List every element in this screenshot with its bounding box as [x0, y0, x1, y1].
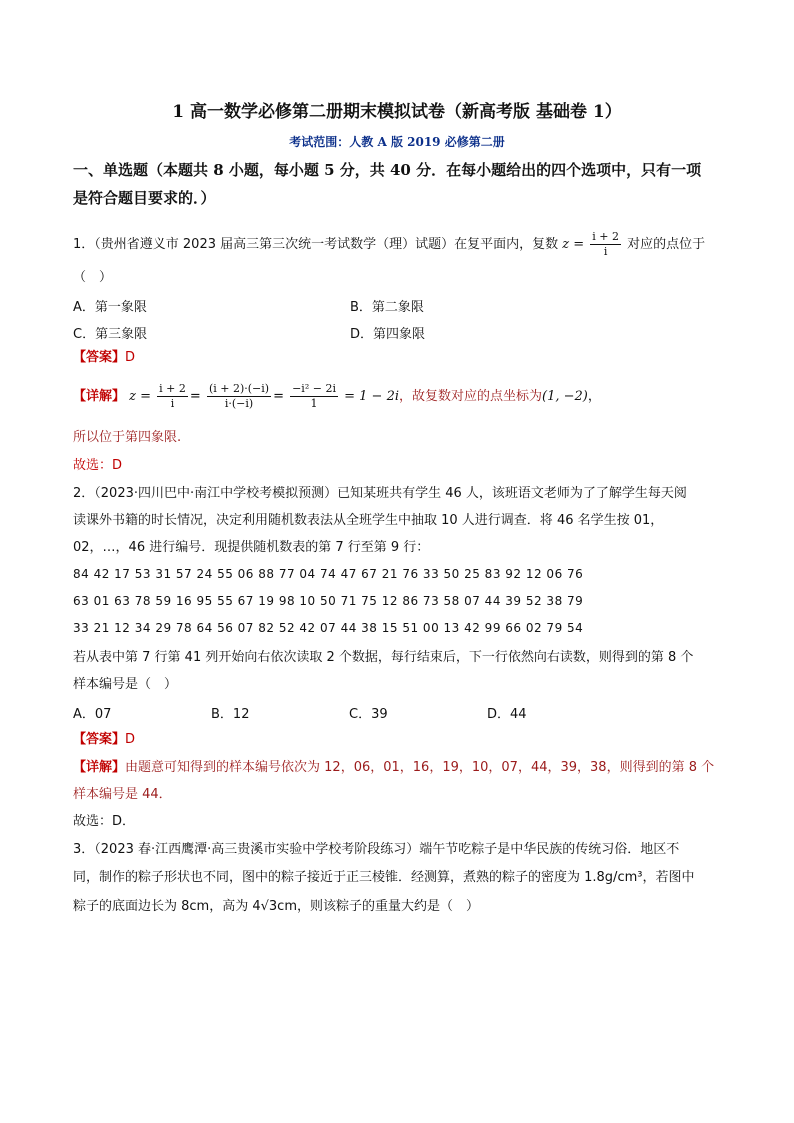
question-1-stem-tail: 对应的点位于	[627, 237, 706, 252]
question-2-line4: 若从表中第 7 行第 41 列开始向右依次读取 2 个数据，每行结束后，下一行依然向右读数，则得到的第 8 个	[73, 650, 694, 665]
answer-value: D	[125, 350, 136, 365]
fraction-denominator: i	[603, 245, 608, 258]
question-2-line2: 读课外书籍的时长情况，决定利用随机数表法从全班学生中抽取 10 人进行调查．将 46 名学生按 01，	[73, 513, 664, 528]
detail-label: 【详解】	[73, 389, 126, 404]
question-1-stem-text: 1．（贵州省遵义市 2023 届高三第三次统一考试数学（理）试题）在复平面内，复数	[73, 237, 559, 252]
random-table-row-8: 63 01 63 78 59 16 95 55 67 19 98 10 50 71 75 12 86 73 58 07 44 39 52 38 79	[73, 594, 584, 608]
question-2-option-d: D．44	[487, 707, 527, 722]
section-heading-line1: 一、单选题（本题共 8 小题，每小题 5 分，共 40 分．在每小题给出的四个选项中，只有一项	[73, 161, 702, 179]
question-2-answer	[73, 730, 135, 750]
fraction-denominator: i·(−i)	[224, 397, 254, 410]
question-2-option-a: A．07	[73, 707, 112, 722]
question-1-fraction	[590, 230, 621, 259]
detail-text: ，故复数对应的点坐标为	[399, 389, 543, 404]
question-1-option-d: D．第四象限	[350, 327, 426, 342]
page-title: 1 高一数学必修第二册期末模拟试卷（新高考版 基础卷 1）	[172, 102, 622, 122]
question-1-answer	[73, 348, 135, 368]
detail-end: ，	[587, 389, 601, 404]
fraction-numerator: i + 2	[159, 382, 186, 395]
question-2-line3: 02，…，46 进行编号．现提供随机数表的第 7 行至第 9 行：	[73, 540, 430, 555]
answer-value: D	[125, 732, 136, 747]
question-1-stem	[73, 230, 705, 259]
answer-label: 【答案】	[73, 350, 126, 365]
question-2-line1: 2．（2023·四川巴中·南江中学校考模拟预测）已知某班共有学生 46 人，该班语文老师为了了解学生每天阅	[73, 486, 687, 501]
question-3-line1: 3．（2023 春·江西鹰潭·高三贵溪市实验中学校考阶段练习）端午节吃粽子是中华民族的传统习俗．地区不	[73, 842, 680, 857]
question-2-option-c: C．39	[349, 707, 388, 722]
question-2-detail	[73, 758, 714, 778]
detail-point: (1, −2)	[542, 389, 588, 404]
question-1-choose	[73, 456, 122, 476]
question-1-paren: （ ）	[73, 270, 113, 285]
fraction-denominator: 1	[310, 397, 318, 410]
fraction-numerator: −i² − 2i	[292, 382, 336, 395]
random-table-row-7: 84 42 17 53 31 57 24 55 06 88 77 04 74 47 67 21 76 33 50 25 83 92 12 06 76	[73, 567, 584, 581]
section-heading-line2: 是符合题目要求的．）	[73, 189, 216, 207]
random-table-row-9: 33 21 12 34 29 78 64 56 07 82 52 42 07 44 38 15 51 00 13 42 99 66 02 79 54	[73, 621, 584, 635]
answer-label: 【答案】	[73, 732, 126, 747]
question-3-line3: 粽子的底面边长为 8cm，高为 4√3cm，则该粽子的重量大约是（ ）	[73, 899, 479, 914]
question-1-option-c: C．第三象限	[73, 327, 148, 342]
question-3-line2: 同，制作的粽子形状也不同，图中的粽子接近于正三棱锥．经测算，煮熟的粽子的密度为 1.8g/cm³，若图中	[73, 870, 695, 885]
question-1-option-b: B．第二象限	[350, 300, 424, 315]
fraction-numerator: i + 2	[592, 230, 620, 243]
detail-label: 【详解】	[73, 760, 126, 775]
question-2-line5: 样本编号是（ ）	[73, 677, 178, 692]
detail-text: 由题意可知得到的样本编号依次为 12，06，01，16，19，10，07，44，39，38，则得到的第 8 个	[125, 760, 715, 775]
question-2-choose: 故选：D．	[73, 814, 136, 829]
question-2-option-b: B．12	[211, 707, 250, 722]
question-1-z: z =	[562, 237, 585, 252]
question-1-detail: 【详解】 z = $\frac{i + 2}{i}$ = $\frac{(i + 2)\cdot(-i)}{i\cdot(-i)}$ = $\frac{\text{−i² − 2i}}{1}$ = 1 − 2i，故复数对应的点坐标为(1, −2)，	[73, 382, 601, 410]
detail-z: z =	[129, 389, 152, 404]
question-1-detail-line2: 所以位于第四象限.	[73, 430, 182, 445]
detail-result: = 1 − 2i	[344, 389, 399, 404]
question-1-option-a: A．第一象限	[73, 300, 147, 315]
question-2-detail-line2: 样本编号是 44．	[73, 787, 172, 802]
detail-fraction-1	[157, 382, 188, 411]
choose-text: 故选：D	[73, 458, 123, 473]
fraction-denominator: i	[170, 397, 175, 410]
fraction-numerator: (i + 2)·(−i)	[208, 382, 270, 395]
detail-fraction-2	[207, 382, 271, 411]
exam-scope-subtitle: 考试范围：人教 A 版 2019 必修第二册	[289, 135, 505, 149]
detail-fraction-3	[290, 382, 338, 411]
